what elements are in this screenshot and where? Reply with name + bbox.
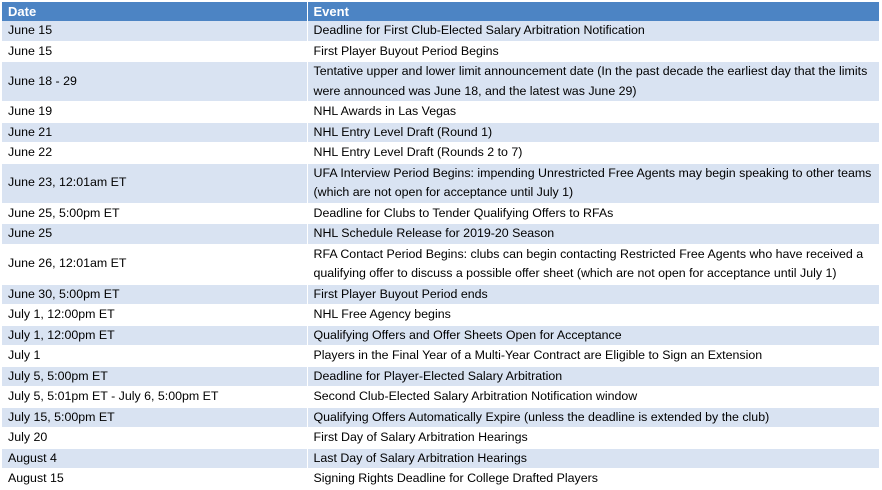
event-cell: Tentative upper and lower limit announcement date (In the past decade the earliest day that the limits were announced was June 18, and the latest was June 29) bbox=[307, 62, 879, 102]
date-cell: June 25 bbox=[2, 224, 307, 245]
date-cell: July 5, 5:00pm ET bbox=[2, 366, 307, 387]
table-row bbox=[2, 102, 879, 123]
table-row bbox=[2, 284, 879, 305]
date-cell: July 15, 5:00pm ET bbox=[2, 407, 307, 428]
date-cell: June 23, 12:01am ET bbox=[2, 163, 307, 203]
event-cell: UFA Interview Period Begins: impending Unrestricted Free Agents may begin speaking to other teams (which are not open for acceptance until July 1) bbox=[307, 163, 879, 203]
date-cell: June 15 bbox=[2, 21, 307, 41]
schedule-sheet bbox=[2, 2, 879, 490]
date-cell: June 15 bbox=[2, 41, 307, 62]
table-row bbox=[2, 325, 879, 346]
date-cell: August 4 bbox=[2, 448, 307, 469]
table-row bbox=[2, 21, 879, 41]
table-row bbox=[2, 62, 879, 102]
date-cell: July 1, 12:00pm ET bbox=[2, 305, 307, 326]
event-cell: Second Club-Elected Salary Arbitration Notification window bbox=[307, 387, 879, 408]
table-row bbox=[2, 305, 879, 326]
header-row bbox=[2, 2, 879, 21]
event-cell: First Player Buyout Period Begins bbox=[307, 41, 879, 62]
table-row bbox=[2, 203, 879, 224]
event-cell: First Day of Salary Arbitration Hearings bbox=[307, 428, 879, 449]
table-body bbox=[2, 21, 879, 489]
date-cell: June 30, 5:00pm ET bbox=[2, 284, 307, 305]
event-cell: Qualifying Offers Automatically Expire (unless the deadline is extended by the club) bbox=[307, 407, 879, 428]
table-row bbox=[2, 448, 879, 469]
event-cell: Deadline for First Club-Elected Salary Arbitration Notification bbox=[307, 21, 879, 41]
table-row bbox=[2, 428, 879, 449]
date-cell: July 1, 12:00pm ET bbox=[2, 325, 307, 346]
event-cell: NHL Free Agency begins bbox=[307, 305, 879, 326]
table-row bbox=[2, 224, 879, 245]
event-cell: NHL Entry Level Draft (Rounds 2 to 7) bbox=[307, 143, 879, 164]
date-cell: June 19 bbox=[2, 102, 307, 123]
date-cell: July 20 bbox=[2, 428, 307, 449]
date-cell: June 25, 5:00pm ET bbox=[2, 203, 307, 224]
event-cell: RFA Contact Period Begins: clubs can begin contacting Restricted Free Agents who have received a qualifying offer to discuss a possible offer sheet (which are not open for acceptance until July 1) bbox=[307, 244, 879, 284]
date-column-header: Date bbox=[2, 2, 307, 21]
table-row bbox=[2, 469, 879, 490]
table-row bbox=[2, 244, 879, 284]
date-cell: June 26, 12:01am ET bbox=[2, 244, 307, 284]
event-cell: NHL Schedule Release for 2019-20 Season bbox=[307, 224, 879, 245]
event-cell: Players in the Final Year of a Multi-Year Contract are Eligible to Sign an Extension bbox=[307, 346, 879, 367]
schedule-table bbox=[2, 2, 880, 490]
event-column-header: Event bbox=[307, 2, 879, 21]
table-row bbox=[2, 41, 879, 62]
date-cell: June 22 bbox=[2, 143, 307, 164]
event-cell: Qualifying Offers and Offer Sheets Open for Acceptance bbox=[307, 325, 879, 346]
table-row bbox=[2, 407, 879, 428]
date-cell: July 5, 5:01pm ET - July 6, 5:00pm ET bbox=[2, 387, 307, 408]
table-row bbox=[2, 346, 879, 367]
table-row bbox=[2, 143, 879, 164]
date-cell: June 18 - 29 bbox=[2, 62, 307, 102]
event-cell: NHL Entry Level Draft (Round 1) bbox=[307, 122, 879, 143]
table-row bbox=[2, 387, 879, 408]
table-row bbox=[2, 366, 879, 387]
event-cell: Signing Rights Deadline for College Drafted Players bbox=[307, 469, 879, 490]
event-cell: Deadline for Player-Elected Salary Arbitration bbox=[307, 366, 879, 387]
date-cell: June 21 bbox=[2, 122, 307, 143]
event-cell: Deadline for Clubs to Tender Qualifying Offers to RFAs bbox=[307, 203, 879, 224]
table-row bbox=[2, 122, 879, 143]
table-row bbox=[2, 163, 879, 203]
event-cell: NHL Awards in Las Vegas bbox=[307, 102, 879, 123]
date-cell: August 15 bbox=[2, 469, 307, 490]
event-cell: First Player Buyout Period ends bbox=[307, 284, 879, 305]
event-cell: Last Day of Salary Arbitration Hearings bbox=[307, 448, 879, 469]
date-cell: July 1 bbox=[2, 346, 307, 367]
